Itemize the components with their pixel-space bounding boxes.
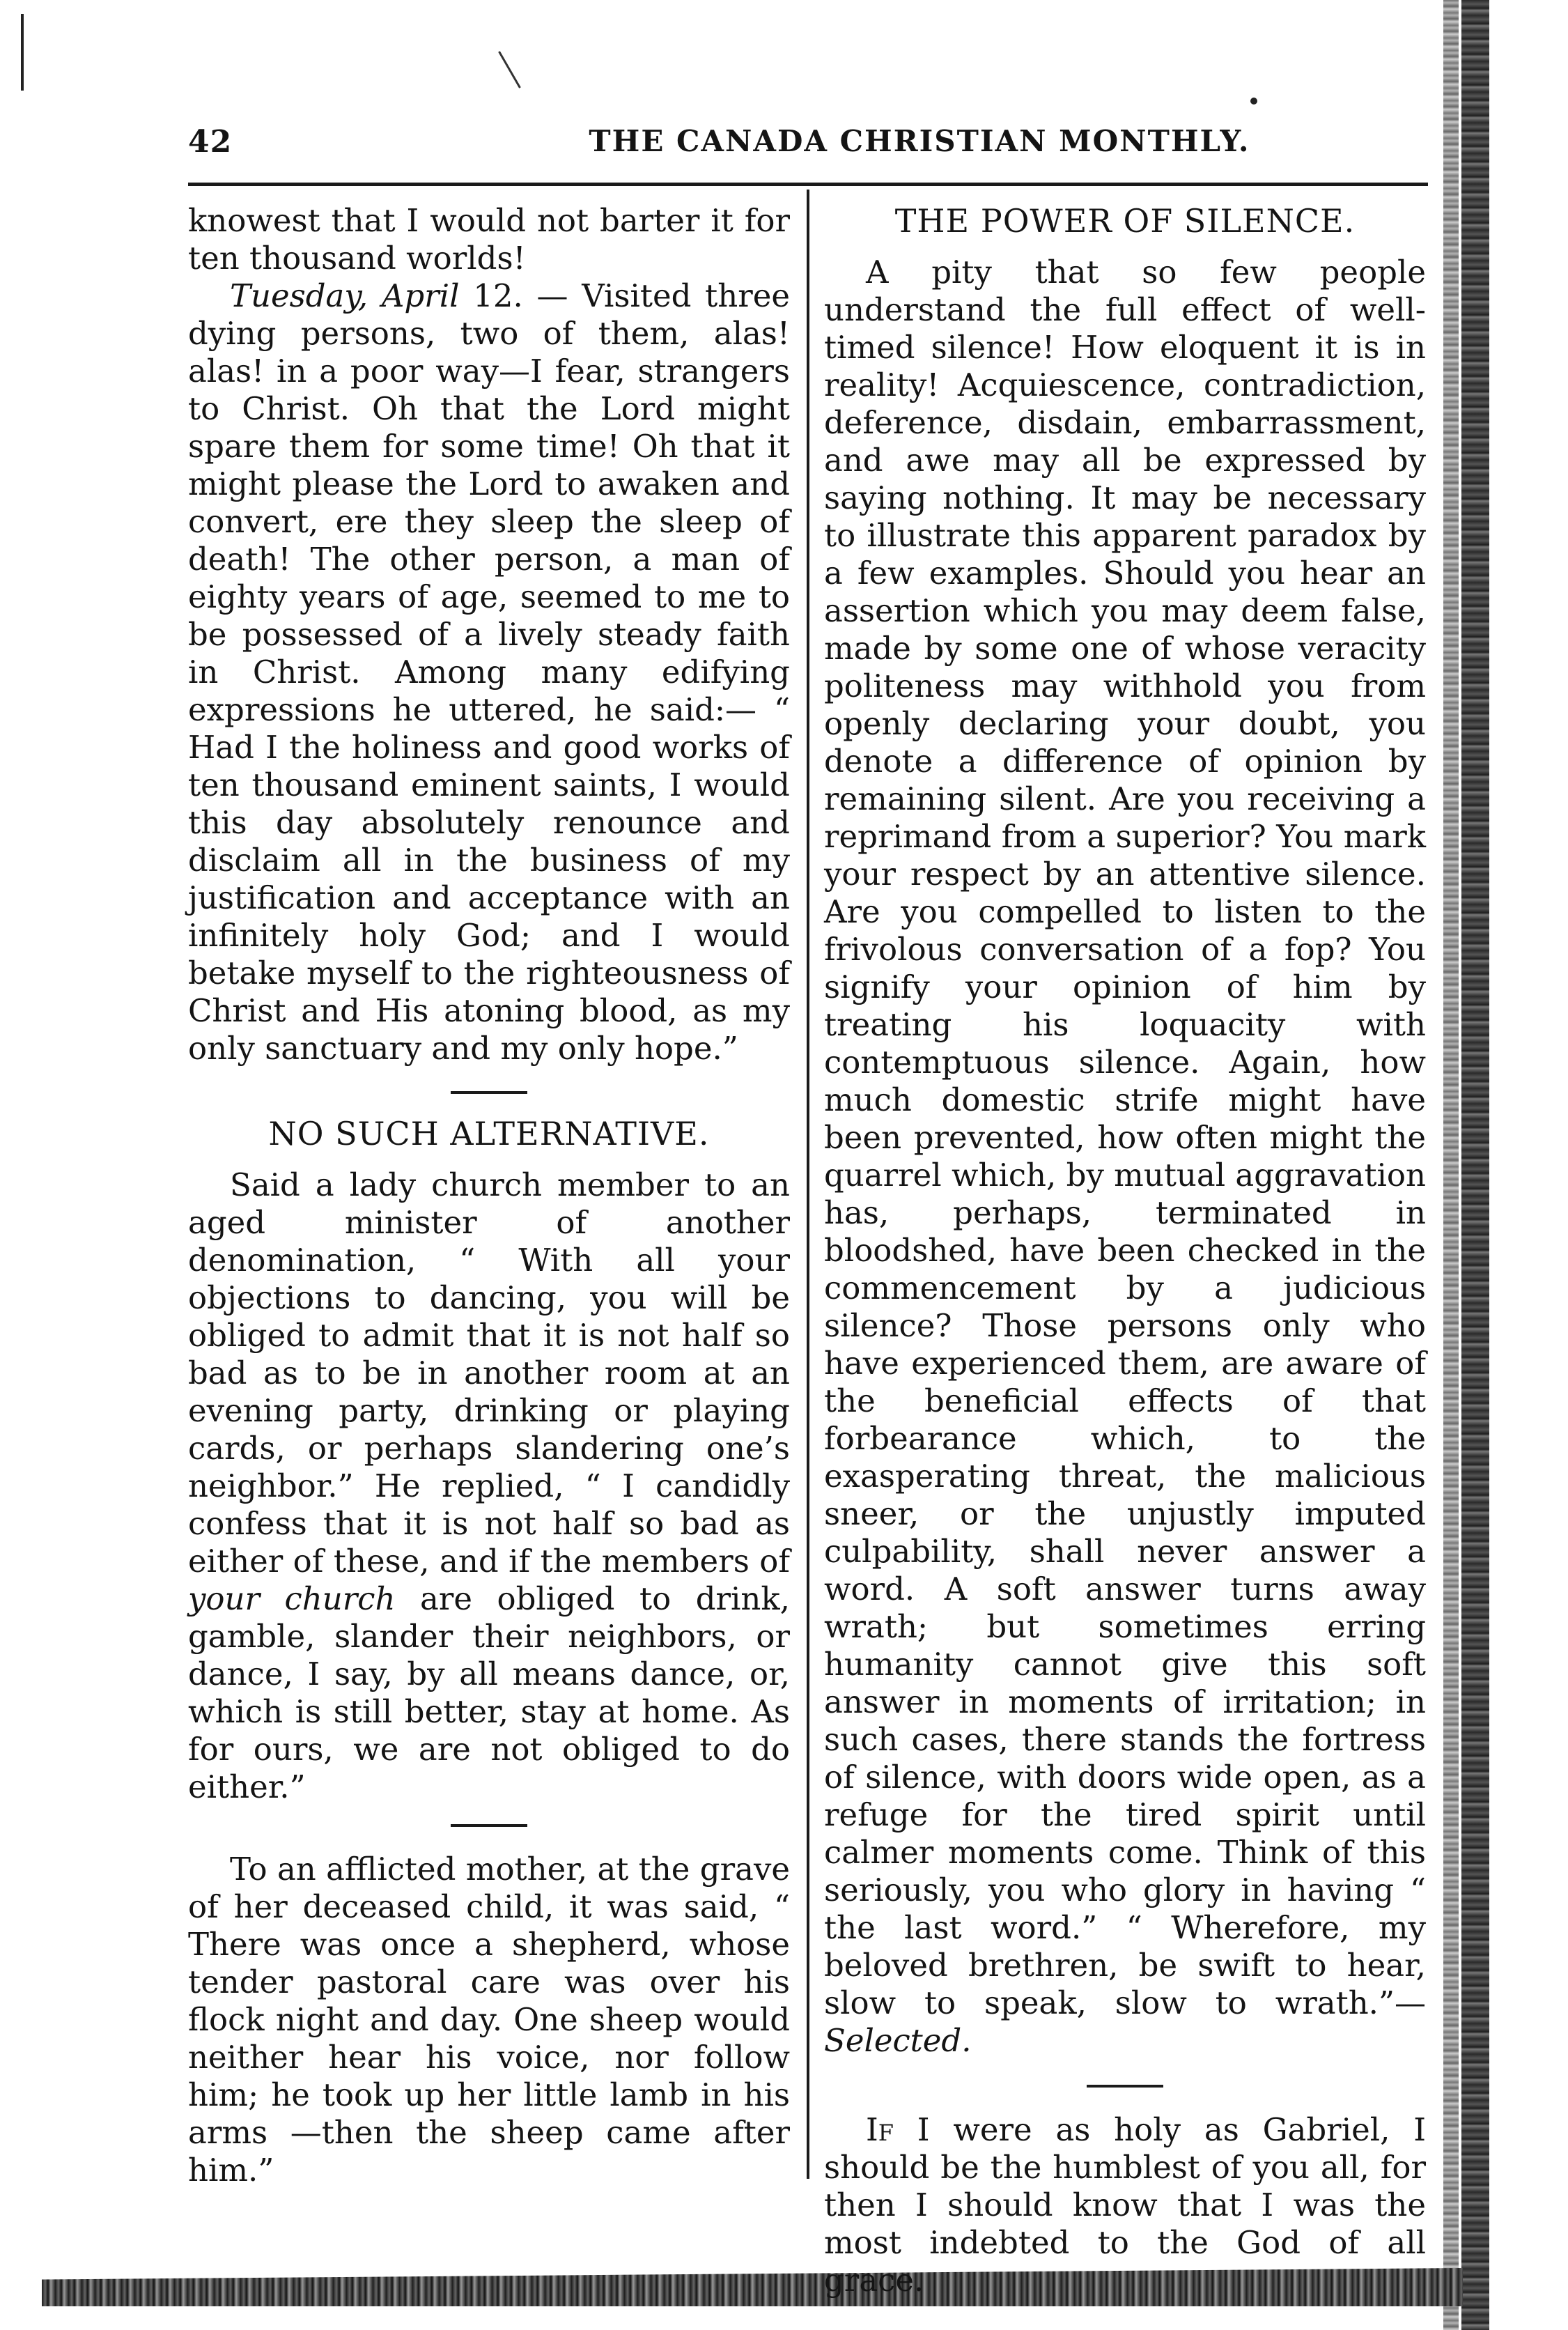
page-number: 42 xyxy=(188,124,233,160)
header-rule xyxy=(188,183,1428,186)
heading-power-of-silence: THE POWER OF SILENCE. xyxy=(894,202,1356,240)
gabriel-first-word: If xyxy=(866,2111,894,2148)
right-column xyxy=(824,202,1426,2299)
scan-speck xyxy=(1250,98,1257,105)
power-of-silence-paragraph xyxy=(824,254,1426,2060)
heading-no-such-alternative: NO SUCH ALTERNATIVE. xyxy=(268,1115,710,1152)
scan-mark-left xyxy=(21,14,24,91)
no-such-italic: your church xyxy=(188,1580,396,1617)
diary-text: 12. — Visited three dying persons, two of them, alas! alas! in a poor way—I fear, strangers to Christ. Oh that the Lord might spare them for some time! Oh that it might please the Lord to awaken and convert, ere they sleep the sleep of death! The other person, a man of eighty years of age, seemed to me to be possessed of a lively steady faith in Christ. Among many edifying expressions he uttered, he said:— “ Had I the holiness and good works of ten thousand eminent saints, I would this day absolutely renounce and disclaim all in the business of my justification and acceptance with an infinitely holy God; and I would betake myself to the righteousness of Christ and His atoning blood, as my only sanctuary and my only hope.” xyxy=(188,277,790,1067)
gabriel-text: I were as holy as Gabriel, I should be the humblest of you all, for then I should know that I was the most indebted to the God of all grace. xyxy=(824,2111,1426,2299)
no-such-text-b: are obliged to drink, gamble, slander their neighbors, or dance, I say, by all means dance, or, which is still better, stay at home. As for ours, we are not obliged to do either.” xyxy=(188,1580,790,1805)
running-title: THE CANADA CHRISTIAN MONTHLY. xyxy=(589,124,1250,158)
scan-edge-right xyxy=(1461,0,1489,2330)
column-divider xyxy=(807,190,809,2179)
diary-date: Tuesday, April xyxy=(230,277,460,314)
no-such-text-a: Said a lady church member to an aged minister of another denomination, “ With all your objections to dancing, you will be obliged to admit that it is not half so bad as to be in another room at an evening party, drinking or playing cards, or perhaps slandering one’s neighbor.” He replied, “ I candidly confess that it is not half so bad as either of these, and if the members of xyxy=(188,1166,790,1580)
gabriel-paragraph xyxy=(824,2111,1426,2299)
scan-scratch xyxy=(498,51,521,88)
left-column xyxy=(188,202,790,2189)
continued-paragraph: knowest that I would not barter it for ten thousand worlds! xyxy=(188,202,790,277)
power-source: Selected. xyxy=(824,2022,972,2059)
power-text: A pity that so few people understand the full effect of well-timed silence! How eloquent it is in reality! Acquiescence, contradiction, deference, disdain, embarrassment, and awe may all be expressed by saying nothing. It may be necessary to illustrate this apparent paradox by a few examples. Should you hear an assertion which you may deem false, made by some one of whose veracity politeness may withhold you from openly declaring your doubt, you denote a difference of opinion by remaining silent. Are you receiving a reprimand from a superior? You mark your respect by an attentive silence. Are you compelled to listen to the frivolous conversation of a fop? You signify your opinion of him by treating his loquacity with contemptuous silence. Again, how much domestic strife might have been prevented, how often might the quarrel which, by mutual aggravation has, perhaps, terminated in bloodshed, have been checked in the commencement by a judicious silence? Those persons only who have experienced them, are aware of the beneficial effects of that forbearance which, to the exasperating threat, the malicious sneer, or the unjustly imputed culpability, shall never answer a word. A soft answer turns away wrath; but sometimes erring humanity cannot give this soft answer in moments of irritation; in such cases, there stands the fortress of silence, with doors wide open, as a refuge for the tired spirit until calmer moments come. Think of this seriously, you who glory in having “ the last word.” “ Wherefore, my beloved brethren, be swift to hear, slow to speak, slow to wrath.”— xyxy=(824,254,1427,2021)
diary-entry xyxy=(188,277,790,1067)
no-such-alternative-paragraph xyxy=(188,1166,790,1806)
scan-edge-shadow xyxy=(1443,0,1459,2330)
running-header xyxy=(188,124,1414,173)
shepherd-paragraph: To an afflicted mother, at the grave of her deceased child, it was said, “ There was once a shepherd, whose tender pastoral care was over his flock night and day. One sheep would neither hear his voice, nor follow him; he took up her little lamb in his arms —then the sheep came after him.” xyxy=(188,1851,790,2189)
